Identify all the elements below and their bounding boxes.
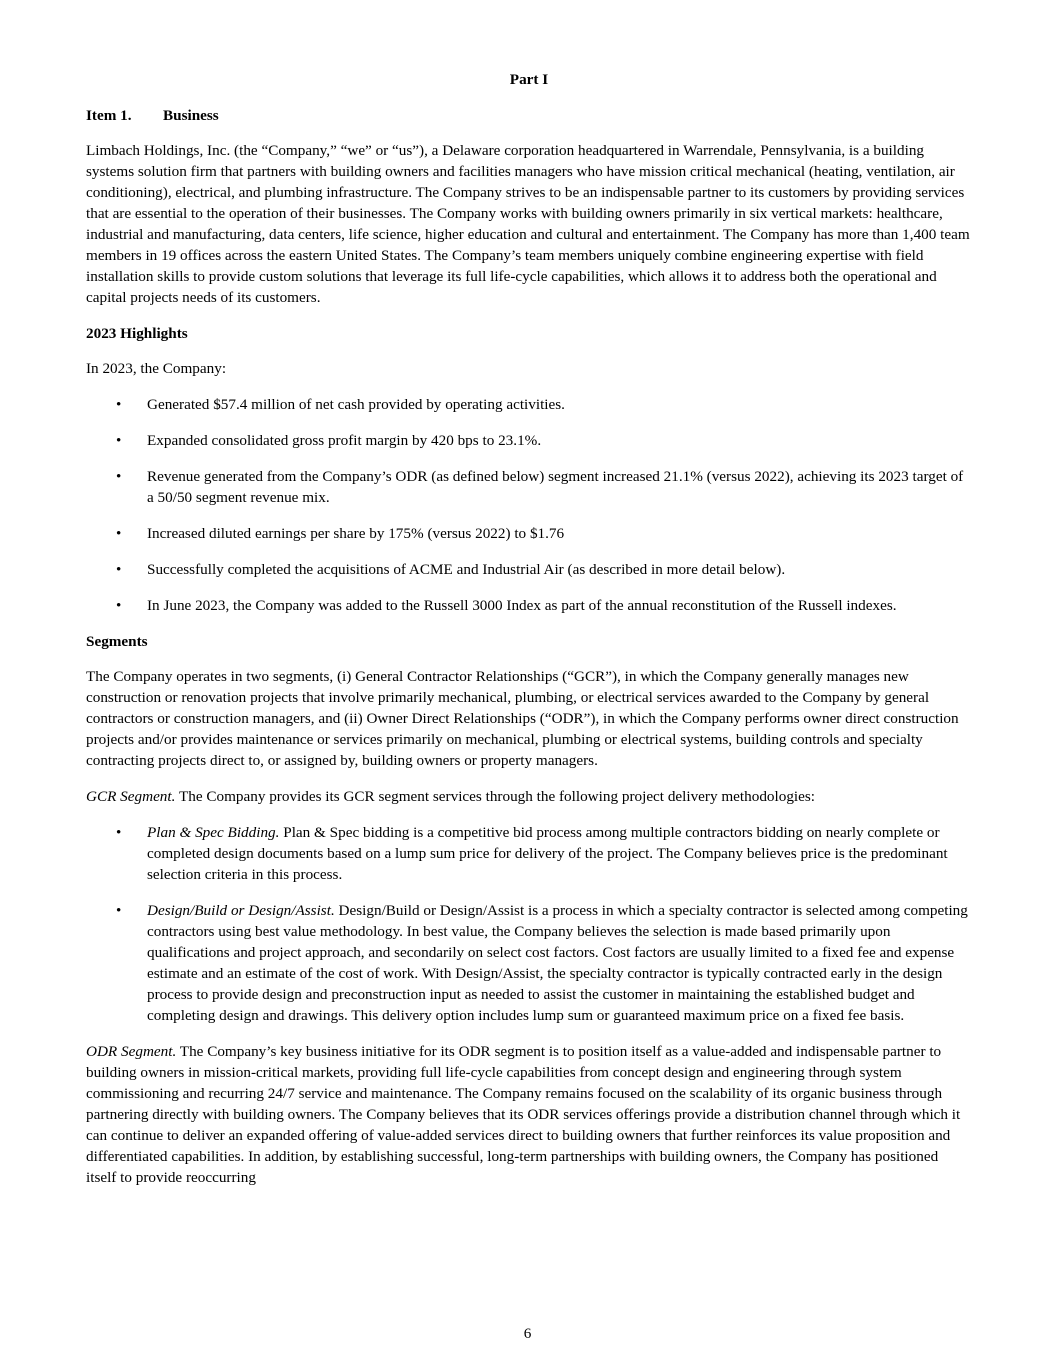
gcr-list	[86, 822, 972, 1026]
part-title: Part I	[509, 71, 549, 88]
odr-text: The Company’s key business initiative for its ODR segment is to position itself as a value-added and indispensable partner to building owners in mission-critical markets, providing full life-cycle capabilities from concept design and engineering through system commissioning and recurring 24/7 service and maintenance. The Company remains focused on the scalability of its organic business through partnering directly with building owners. The Company believes that its ODR services offerings provide a distribution channel through which it can continue to deliver an expanded offering of value-added services direct to building owners that further reinforces its value proposition and differentiated capabilities. In addition, by establishing successful, long-term partnerships with building owners, the Company has positioned itself to provide reoccurring	[86, 1043, 961, 1186]
segments-paragraph: The Company operates in two segments, (i) General Contractor Relationships (“GCR”), in which the Company generally manages new construction or renovation projects that involve primarily mechanical, plumbing, or electrical services awarded to the Company by general contractors or construction managers, and (ii) Owner Direct Relationships (“ODR”), in which the Company performs owner direct construction projects and/or provides maintenance or services primarily on mechanical, plumbing or electrical systems, building controls and specialty contracting projects direct to, or assigned by, building owners or property managers.	[86, 668, 959, 769]
list-item-text: Expanded consolidated gross profit margin by 420 bps to 23.1%.	[147, 432, 542, 449]
gcr-item-label: Design/Build or Design/Assist.	[147, 902, 335, 919]
bullet-icon: •	[116, 824, 122, 841]
item-heading	[86, 105, 972, 126]
bullet-icon: •	[116, 597, 122, 614]
gcr-paragraph	[86, 786, 972, 807]
highlights-heading: 2023 Highlights	[86, 325, 188, 342]
gcr-item-text: Design/Build or Design/Assist is a process in which a specialty contractor is selected among competing contractors using best value methodology. In best value, the Company believes the selection is made based primarily upon qualifications and project approach, and secondarily on select cost factors. Cost factors are usually limited to a fixed fee and expense estimate and an estimate of the cost of work. With Design/Assist, the specialty contractor is typically contracted early in the design process to provide design and preconstruction input as needed to assist the customer in maintaining the established budget and completing design and drawings. This delivery option includes lump sum or guaranteed maximum price on a fixed fee basis.	[147, 902, 968, 1024]
bullet-icon: •	[116, 525, 122, 542]
odr-label: ODR Segment.	[86, 1043, 177, 1060]
list-item	[86, 900, 972, 1026]
highlights-lead: In 2023, the Company:	[86, 360, 227, 377]
list-item	[86, 595, 972, 616]
item-number: Item 1.	[86, 107, 132, 124]
list-item-text: Generated $57.4 million of net cash provided by operating activities.	[147, 396, 565, 413]
bullet-icon: •	[116, 396, 122, 413]
intro-paragraph: Limbach Holdings, Inc. (the “Company,” “we” or “us”), a Delaware corporation headquartered in Warrendale, Pennsylvania, is a building systems solution firm that partners with building owners and facilities managers who have mission critical mechanical (heating, ventilation, air conditioning), electrical, and plumbing infrastructure. The Company strives to be an indispensable partner to its customers by providing services that are essential to the operation of their businesses. The Company works with building owners primarily in six vertical markets: healthcare, industrial and manufacturing, data centers, life science, higher education and cultural and entertainment. The Company has more than 1,400 team members in 19 offices across the eastern United States. The Company’s team members uniquely combine engineering expertise with field installation skills to provide custom solutions that leverage its full life-cycle capabilities, which allows it to address both the operational and capital projects needs of its customers.	[86, 142, 970, 306]
bullet-icon: •	[116, 902, 122, 919]
list-item	[86, 394, 972, 415]
list-item-text: Successfully completed the acquisitions of ACME and Industrial Air (as described in more detail below).	[147, 561, 786, 578]
page-number: 6	[523, 1325, 532, 1342]
list-item	[86, 523, 972, 544]
list-item	[86, 466, 972, 508]
gcr-item-label: Plan & Spec Bidding.	[147, 824, 280, 841]
bullet-icon: •	[116, 561, 122, 578]
bullet-icon: •	[116, 432, 122, 449]
bullet-icon: •	[116, 468, 122, 485]
list-item	[86, 430, 972, 451]
list-item	[86, 822, 972, 885]
list-item-text: Revenue generated from the Company’s ODR (as defined below) segment increased 21.1% (versus 2022), achieving its 2023 target of a 50/50 segment revenue mix.	[147, 468, 964, 506]
odr-paragraph	[86, 1041, 972, 1188]
gcr-label: GCR Segment.	[86, 788, 176, 805]
gcr-item-text: Plan & Spec bidding is a competitive bid process among multiple contractors bidding on nearly complete or completed design documents based on a lump sum price for delivery of the project. The Company believes price is the predominant selection criteria in this process.	[147, 824, 948, 883]
list-item-text: In June 2023, the Company was added to the Russell 3000 Index as part of the annual reconstitution of the Russell indexes.	[147, 597, 897, 614]
segments-heading: Segments	[86, 633, 148, 650]
item-title: Business	[163, 107, 219, 124]
highlights-list	[86, 394, 972, 616]
gcr-text: The Company provides its GCR segment services through the following project delivery methodologies:	[175, 788, 816, 805]
list-item	[86, 559, 972, 580]
list-item-text: Increased diluted earnings per share by 175% (versus 2022) to $1.76	[147, 525, 565, 542]
document-page	[86, 69, 972, 1203]
